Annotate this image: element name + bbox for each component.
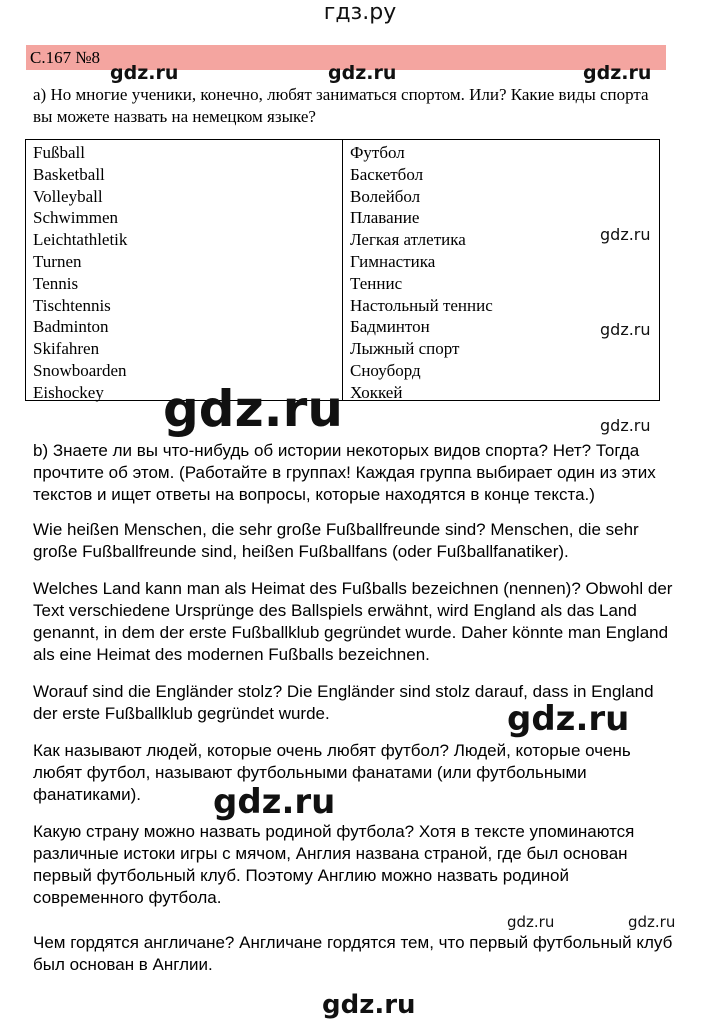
german-sport: Tischtennis [33, 295, 111, 315]
russian-sport: Волейбол [350, 186, 421, 206]
german-sport: Volleyball [33, 186, 103, 206]
german-column [26, 140, 342, 400]
german-sport: Badminton [33, 317, 109, 337]
watermark: gdz.ru [583, 62, 652, 84]
russian-sport: Бадминтон [350, 317, 430, 337]
german-sport: Basketball [33, 164, 105, 184]
russian-sport: Баскетбол [350, 164, 424, 184]
watermark: gdz.ru [213, 782, 336, 822]
answer-paragraph: Как называют людей, которые очень любят футбол? Людей, которые очень любят футбол, называют футбольными фанатами (или футбольными фанатиками). [33, 741, 631, 804]
russian-sport: Легкая атлетика [350, 230, 466, 250]
answer-paragraph: Welches Land kann man als Heimat des Fußballs bezeichnen (nennen)? Obwohl der Text verschiedene Ursprünge des Ballspiels erwähnt, wird England als das Land genannt, in dem der erste Fußballklub gegründet wurde. Daher könnte man England als eine Heimat des modernen Fußballs bezeichnen. [33, 579, 673, 664]
watermark: gdz.ru [507, 699, 630, 739]
watermark: gdz.ru [600, 225, 651, 244]
answer-paragraph: Wie heißen Menschen, die sehr große Fußballfreunde sind? Menschen, die sehr große Fußballfreunde sind, heißen Fußballfans (oder Fußballfanatiker). [33, 520, 639, 561]
watermark: gdz.ru [328, 62, 397, 84]
russian-sport: Плавание [350, 208, 420, 228]
russian-sport: Теннис [350, 273, 403, 293]
answer-paragraph: Какую страну можно назвать родиной футбола? Хотя в тексте упоминаются различные истоки игры с мячом, Англия названа страной, где был основан первый футбольный клуб. Поэтому Англию можно назвать родиной современного футбола. [33, 822, 635, 907]
watermark: gdz.ru [110, 62, 179, 84]
german-sport: Leichtathletik [33, 230, 128, 250]
watermark: gdz.ru [600, 320, 651, 339]
russian-sport: Лыжный спорт [350, 339, 460, 359]
watermark: gdz.ru [163, 380, 343, 438]
german-sport: Schwimmen [33, 208, 118, 228]
russian-column [342, 140, 659, 400]
russian-sport: Сноуборд [350, 360, 421, 380]
russian-sport: Футбол [350, 143, 405, 162]
watermark: gdz.ru [507, 913, 555, 931]
russian-sport: Хоккей [350, 382, 403, 402]
task-b-text: b) Знаете ли вы что-нибудь об истории некоторых видов спорта? Нет? Тогда прочтите об этом. (Работайте в группах! Каждая группа выбирает один из этих текстов и ищет ответы на вопросы, которые находятся в конце текста.) [33, 441, 656, 504]
german-sport: Skifahren [33, 339, 100, 359]
answer-paragraph: Чем гордятся англичане? Англичане гордятся тем, что первый футбольный клуб был основан в Англии. [33, 933, 673, 974]
watermark: gdz.ru [322, 990, 416, 1020]
german-sport: Fußball [33, 143, 85, 162]
sports-table [25, 139, 660, 401]
german-sport: Eishockey [33, 382, 104, 402]
german-sport: Snowboarden [33, 360, 127, 380]
task-header: С.167 №8 [26, 45, 666, 70]
german-sport: Turnen [33, 251, 82, 271]
watermark: gdz.ru [628, 913, 676, 931]
russian-sport: Гимнастика [350, 251, 436, 271]
answer-paragraph: Worauf sind die Engländer stolz? Die Engländer sind stolz darauf, dass in England der erste Fußballklub gegründet wurde. [33, 682, 654, 723]
german-sport: Tennis [33, 273, 79, 293]
russian-sport: Настольный теннис [350, 295, 493, 315]
site-title: гдз.ру [323, 0, 397, 25]
watermark: gdz.ru [600, 416, 651, 435]
task-a-text: а) Но многие ученики, конечно, любят заниматься спортом. Или? Какие виды спорта вы можете назвать на немецком языке? [33, 85, 649, 126]
